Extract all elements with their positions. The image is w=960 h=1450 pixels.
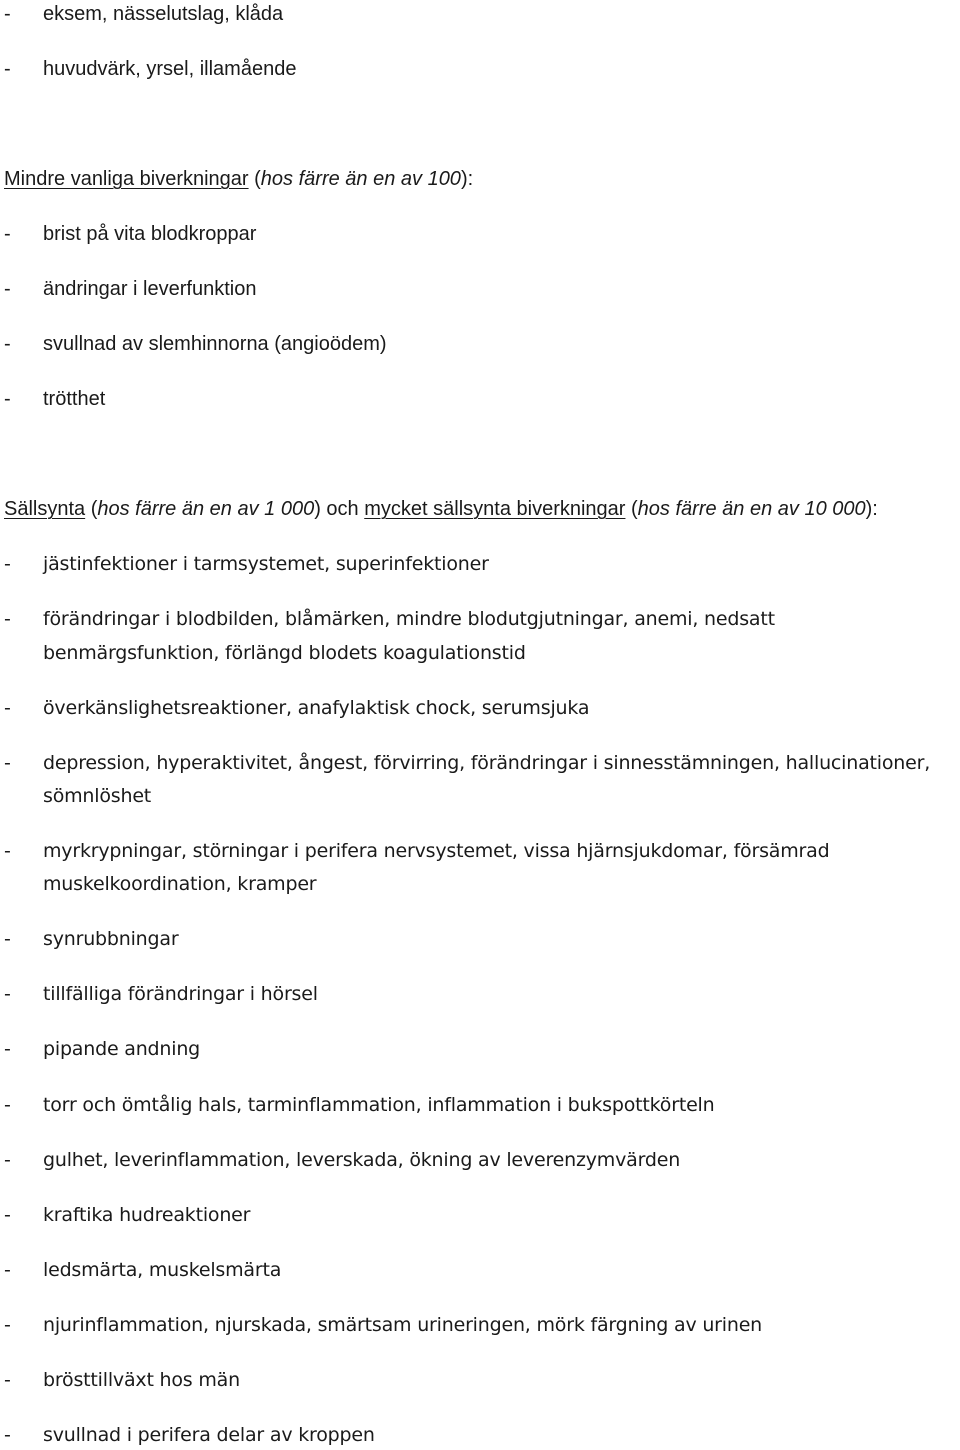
section-heading-rare	[4, 497, 878, 521]
list-dash: -	[4, 1369, 11, 1391]
list-dash: -	[4, 333, 11, 355]
list-dash: -	[4, 553, 11, 575]
list-item-continuation: sömnlöshet	[43, 785, 152, 807]
list-dash: -	[4, 928, 11, 950]
heading-text: (	[85, 498, 98, 520]
heading-text: (	[248, 168, 261, 190]
list-dash: -	[4, 388, 11, 410]
list-dash: -	[4, 278, 11, 300]
list-item-text: kraftika hudreaktioner	[43, 1204, 251, 1226]
list-dash: -	[4, 697, 11, 719]
list-item-text: brist på vita blodkroppar	[43, 223, 257, 245]
list-item-text: jästinfektioner i tarmsystemet, superinfektioner	[43, 553, 489, 575]
heading-frequency-note: hos färre än en av 100	[260, 168, 461, 190]
list-item-text: överkänslighetsreaktioner, anafylaktisk chock, serumsjuka	[43, 697, 590, 719]
list-dash: -	[4, 1149, 11, 1171]
heading-frequency-term: Mindre vanliga biverkningar	[4, 168, 249, 190]
list-item-text: depression, hyperaktivitet, ångest, förvirring, förändringar i sinnesstämningen, hallucinationer,	[43, 752, 931, 774]
list-dash: -	[4, 608, 11, 630]
list-dash: -	[4, 1314, 11, 1336]
heading-frequency-term: Sällsynta	[4, 498, 86, 520]
list-item-text: synrubbningar	[43, 928, 179, 950]
list-dash: -	[4, 1259, 11, 1281]
section-heading-uncommon	[4, 167, 473, 191]
list-item-text: brösttillväxt hos män	[43, 1369, 240, 1391]
list-dash: -	[4, 840, 11, 862]
list-item-text: svullnad i perifera delar av kroppen	[43, 1424, 375, 1446]
list-dash: -	[4, 1038, 11, 1060]
list-dash: -	[4, 1094, 11, 1116]
heading-text: (	[625, 498, 638, 520]
list-item-text: ledsmärta, muskelsmärta	[43, 1259, 282, 1281]
list-item-text: myrkrypningar, störningar i perifera nervsystemet, vissa hjärnsjukdomar, försämrad	[43, 840, 830, 862]
list-dash: -	[4, 752, 11, 774]
list-item-continuation: muskelkoordination, kramper	[43, 873, 317, 895]
list-item-text: torr och ömtålig hals, tarminflammation, inflammation i bukspottkörteln	[43, 1094, 715, 1116]
list-item-text: gulhet, leverinflammation, leverskada, ökning av leverenzymvärden	[43, 1149, 681, 1171]
list-item-continuation: benmärgsfunktion, förlängd blodets koagulationstid	[43, 642, 526, 664]
list-dash: -	[4, 58, 11, 80]
list-dash: -	[4, 3, 11, 25]
list-dash: -	[4, 1204, 11, 1226]
list-dash: -	[4, 223, 11, 245]
list-item-text: njurinflammation, njurskada, smärtsam urineringen, mörk färgning av urinen	[43, 1314, 763, 1336]
heading-text: ):	[460, 168, 474, 190]
heading-frequency-note: hos färre än en av 10 000	[637, 498, 866, 520]
heading-frequency-term: mycket sällsynta biverkningar	[364, 498, 626, 520]
heading-text: ):	[865, 498, 878, 520]
list-item-text: eksem, nässelutslag, klåda	[43, 3, 284, 25]
list-item-text: svullnad av slemhinnorna (angioödem)	[43, 333, 387, 355]
heading-text: ) och	[314, 498, 365, 520]
heading-frequency-note: hos färre än en av 1 000	[97, 498, 315, 520]
list-dash: -	[4, 983, 11, 1005]
list-item-text: huvudvärk, yrsel, illamående	[43, 58, 297, 80]
list-item-text: förändringar i blodbilden, blåmärken, mindre blodutgjutningar, anemi, nedsatt	[43, 608, 775, 630]
list-item-text: tillfälliga förändringar i hörsel	[43, 983, 318, 1005]
list-item-text: pipande andning	[43, 1038, 201, 1060]
list-item-text: ändringar i leverfunktion	[43, 278, 257, 300]
list-item-text: trötthet	[43, 388, 106, 410]
list-dash: -	[4, 1424, 11, 1446]
